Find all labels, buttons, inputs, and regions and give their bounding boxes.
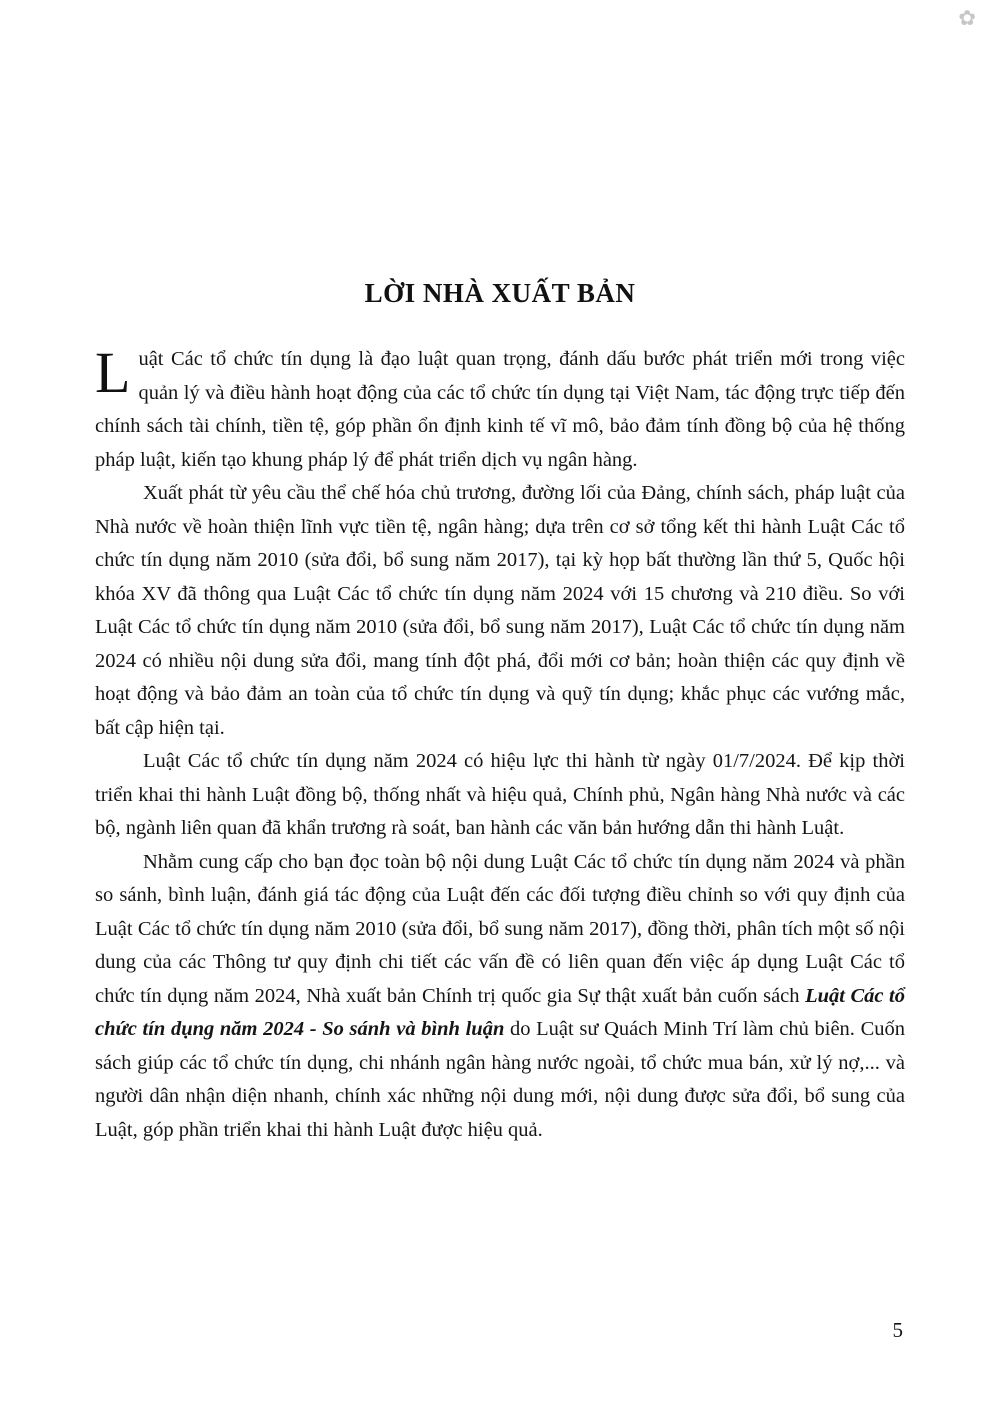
paragraph [95,846,905,1148]
paragraph [95,340,905,477]
decorative-flower-icon: ✿ [958,6,976,30]
paragraph-text: Nhằm cung cấp cho bạn đọc toàn bộ nội dung Luật Các tổ chức tín dụng năm 2024 và phần so sánh, bình luận, đánh giá tác động của Luật đến các đối tượng điều chỉnh so với quy định của Luật Các tổ chức tín dụng năm 2010 (sửa đổi, bổ sung năm 2017), đồng thời, phân tích một số nội dung của các Thông tư quy định chi tiết các vấn đề có liên quan đến việc áp dụng Luật Các tổ chức tín dụng năm 2024, Nhà xuất bản Chính trị quốc gia Sự thật xuất bản cuốn sách [95,850,905,1007]
paragraph [95,477,905,745]
page-number: 5 [892,1318,903,1342]
paragraph-text: uật Các tổ chức tín dụng là đạo luật quan trọng, đánh dấu bước phát triển mới trong việc quản lý và điều hành hoạt động của các tổ chức tín dụng tại Việt Nam, tác động trực tiếp đến chính sách tài chính, tiền tệ, góp phần ổn định kinh tế vĩ mô, bảo đảm tính đồng bộ của hệ thống pháp luật, kiến tạo khung pháp lý để phát triển dịch vụ ngân hàng. [95,348,905,471]
paragraphs [95,340,905,1147]
dropcap-letter: L [95,340,131,406]
paragraph [95,745,905,846]
paragraph-text: do Luật sư Quách Minh Trí làm chủ biên. Cuốn sách giúp các tổ chức tín dụng, chi nhánh ngân hàng nước ngoài, tổ chức mua bán, xử lý nợ,... và người dân nhận diện nhanh, chính xác những nội dung mới, nội dung được sửa đổi, bổ sung của Luật, góp phần triển khai thi hành Luật được hiệu quả. [95,1018,905,1141]
page-title: LỜI NHÀ XUẤT BẢN [364,278,636,309]
book-title-emphasis: Luật Các tổ chức tín dụng năm 2024 - So sánh và bình luận [95,984,905,1041]
paragraph-text: Xuất phát từ yêu cầu thể chế hóa chủ trương, đường lối của Đảng, chính sách, pháp luật của Nhà nước về hoàn thiện lĩnh vực tiền tệ, ngân hàng; dựa trên cơ sở tổng kết thi hành Luật Các tổ chức tín dụng năm 2010 (sửa đổi, bổ sung năm 2017), tại kỳ họp bất thường lần thứ 5, Quốc hội khóa XV đã thông qua Luật Các tổ chức tín dụng năm 2024 với 15 chương và 210 điều. So với Luật Các tổ chức tín dụng năm 2010 (sửa đổi, bổ sung năm 2017), Luật Các tổ chức tín dụng năm 2024 có nhiều nội dung sửa đổi, mang tính đột phá, đổi mới cơ bản; hoàn thiện các quy định về hoạt động và bảo đảm an toàn của tổ chức tín dụng và quỹ tín dụng; khắc phục các vướng mắc, bất cập hiện tại. [95,482,905,739]
paragraph-text: Luật Các tổ chức tín dụng năm 2024 có hiệu lực thi hành từ ngày 01/7/2024. Để kịp thời triển khai thi hành Luật đồng bộ, thống nhất và hiệu quả, Chính phủ, Ngân hàng Nhà nước và các bộ, ngành liên quan đã khẩn trương rà soát, ban hành các văn bản hướng dẫn thi hành Luật. [95,750,905,840]
